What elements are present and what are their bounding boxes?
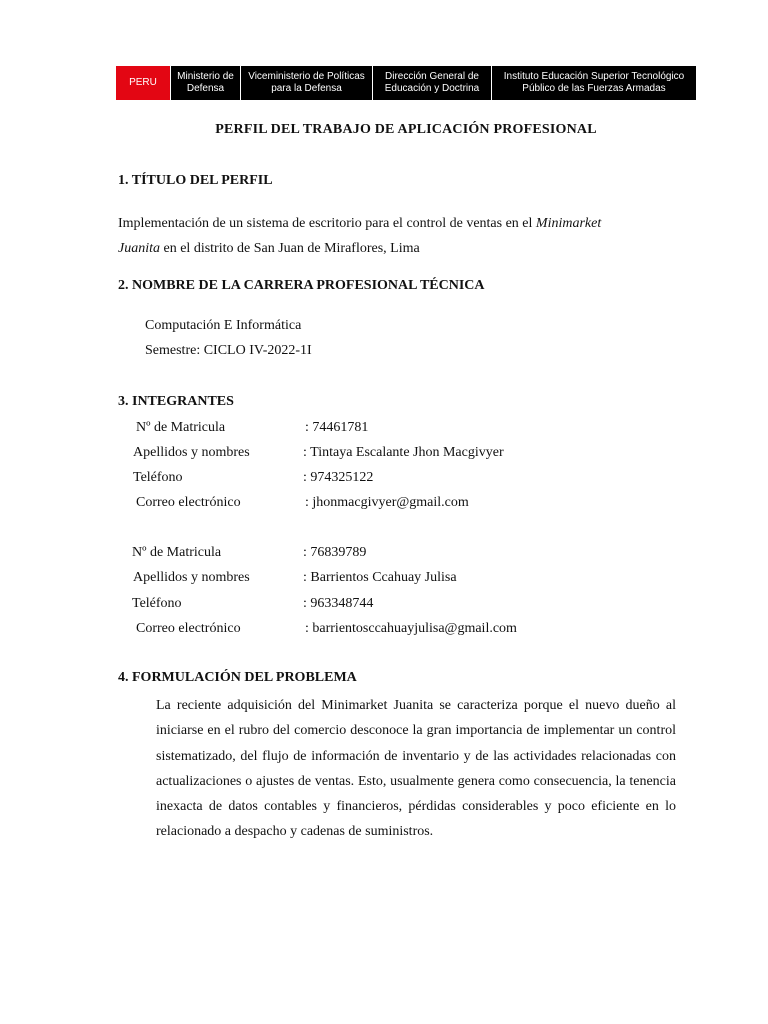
member2-nombres-value: : Barrientos Ccahuay Julisa <box>303 570 457 585</box>
carrera-text: Computación E Informática <box>145 318 302 333</box>
member1-matricula-label: Nº de Matricula <box>136 420 226 435</box>
problema-paragraph: La reciente adquisición del Minimarket Juanita se caracteriza porque el nuevo dueño al iniciarse en el rubro del comercio desconoce la gran importancia de implementar un control sistematizado, del flujo de información de inventario y de las actividades relacionadas con actualizaciones o ajustes de ventas. Esto, usualmente genera como consecuencia, la tenencia inexacta de datos contables y financieros, pérdidas considerables y poco eficiente en lo relacionado a despacho y cadenas de suministros. <box>156 698 676 840</box>
section2-heading: 2. NOMBRE DE LA CARRERA PROFESIONAL TÉCNICA <box>118 278 485 293</box>
member2-correo-label: Correo electrónico <box>136 621 241 636</box>
member2-telefono-label: Teléfono <box>132 596 182 611</box>
ministerio-line2: Defensa <box>186 83 225 94</box>
direccion-line1: Dirección General de <box>385 71 479 82</box>
perfil-text-italic2: Juanita <box>118 241 160 256</box>
perfil-text-b: en el distrito de San Juan de Miraflores, Lima <box>160 241 420 256</box>
member2-matricula-label: Nº de Matricula <box>132 545 222 560</box>
member1-correo-value: : jhonmacgivyer@gmail.com <box>305 495 469 510</box>
member2-correo-value: : barrientosccahuayjulisa@gmail.com <box>305 621 517 636</box>
member2-telefono-value: : 963348744 <box>303 596 374 611</box>
member2-nombres-label: Apellidos y nombres <box>133 570 250 585</box>
member1-telefono-value: : 974325122 <box>303 470 374 485</box>
instituto-line1: Instituto Educación Superior Tecnológico <box>503 71 685 82</box>
viceministerio-cell <box>240 66 372 100</box>
direccion-line2: Educación y Doctrina <box>384 83 480 94</box>
ministerio-cell <box>170 66 240 100</box>
member1-nombres-label: Apellidos y nombres <box>133 445 250 460</box>
instituto-line2: Público de las Fuerzas Armadas <box>522 83 666 94</box>
perfil-title-text <box>118 211 678 261</box>
direccion-cell <box>372 66 491 100</box>
member1-correo-label: Correo electrónico <box>136 495 241 510</box>
viceministerio-line2: para la Defensa <box>271 83 342 94</box>
section4-heading: 4. FORMULACIÓN DEL PROBLEMA <box>118 670 357 685</box>
member2-matricula-value: : 76839789 <box>303 545 367 560</box>
peru-badge <box>116 66 170 100</box>
member1-matricula-value: : 74461781 <box>305 420 369 435</box>
institutional-header <box>116 66 696 100</box>
section1-heading: 1. TÍTULO DEL PERFIL <box>118 173 273 188</box>
member1-telefono-label: Teléfono <box>133 470 183 485</box>
semestre-text: Semestre: CICLO IV-2022-1I <box>145 343 312 358</box>
viceministerio-line1: Viceministerio de Políticas <box>248 71 365 82</box>
section3-heading: 3. INTEGRANTES <box>118 394 234 409</box>
ministerio-line1: Ministerio de <box>177 71 234 82</box>
perfil-text-a: Implementación de un sistema de escritorio para el control de ventas en el <box>118 216 536 231</box>
member1-nombres-value: : Tintaya Escalante Jhon Macgivyer <box>303 445 504 460</box>
instituto-cell <box>491 66 696 100</box>
peru-label: PERU <box>129 77 157 88</box>
perfil-text-italic1: Minimarket <box>535 216 602 231</box>
document-title: PERFIL DEL TRABAJO DE APLICACIÓN PROFESIONAL <box>215 122 597 137</box>
